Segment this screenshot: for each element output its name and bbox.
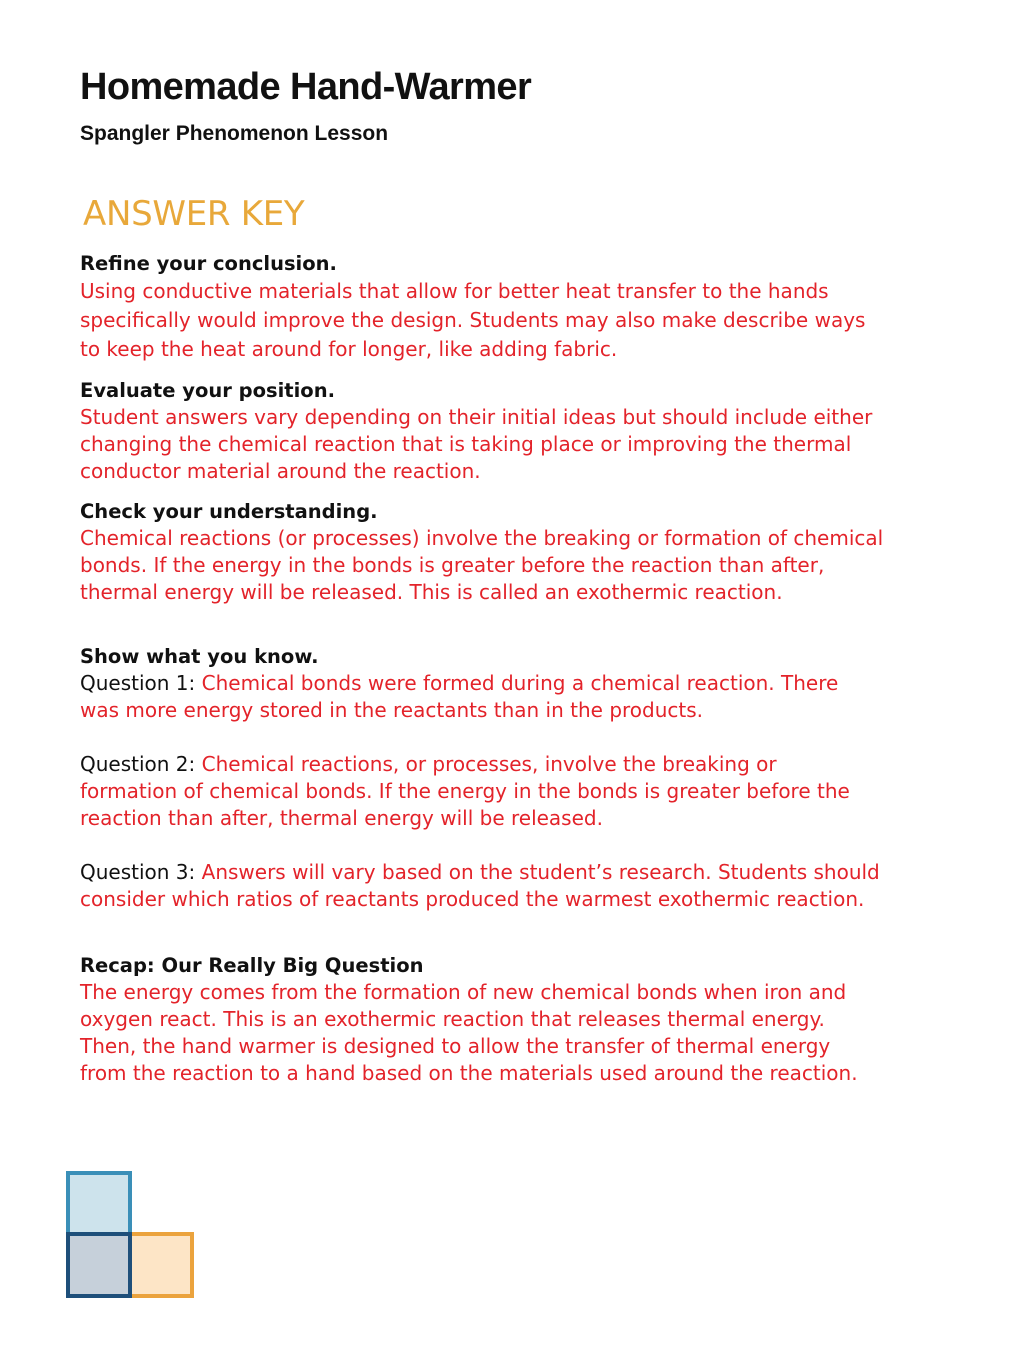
answer-line: thermal energy will be released. This is called an exothermic reaction. [80, 580, 783, 604]
answer-line: consider which ratios of reactants produced the warmest exothermic reaction. [80, 887, 865, 911]
answer-line: oxygen react. This is an exothermic reaction that releases thermal energy. [80, 1007, 825, 1031]
answer-line: Chemical bonds were formed during a chemical reaction. There [201, 671, 839, 695]
section-evaluate-position [80, 377, 960, 485]
answer-key-label: ANSWER KEY [83, 194, 305, 234]
answer-line: Using conductive materials that allow for better heat transfer to the hands [80, 279, 829, 303]
answer-line: from the reaction to a hand based on the materials used around the reaction. [80, 1061, 858, 1085]
answer-line: conductor material around the reaction. [80, 459, 481, 483]
answer-line: The energy comes from the formation of new chemical bonds when iron and [80, 980, 847, 1004]
logo-square-top [66, 1171, 132, 1237]
answer-line: changing the chemical reaction that is taking place or improving the thermal [80, 432, 852, 456]
section-heading: Recap: Our Really Big Question [80, 954, 424, 977]
question-label: Question 3: [80, 860, 196, 884]
section-recap [80, 952, 960, 1087]
answer-line: formation of chemical bonds. If the energy in the bonds is greater before the [80, 779, 850, 803]
question-2 [80, 751, 960, 832]
answer-text [80, 404, 960, 485]
answer-text [80, 277, 960, 364]
answer-line: bonds. If the energy in the bonds is greater before the reaction than after, [80, 553, 825, 577]
logo-square-right [128, 1232, 194, 1298]
document-subtitle: Spangler Phenomenon Lesson [80, 122, 389, 145]
spangler-logo [66, 1171, 196, 1301]
question-label: Question 1: [80, 671, 196, 695]
section-heading: Show what you know. [80, 645, 319, 668]
question-1 [80, 670, 960, 724]
section-show-what-you-know [80, 643, 960, 913]
answer-line: specifically would improve the design. Students may also make describe ways [80, 308, 866, 332]
section-heading: Check your understanding. [80, 500, 378, 523]
answer-text [80, 979, 960, 1087]
answer-text [80, 525, 960, 606]
question-label: Question 2: [80, 752, 196, 776]
answer-line: was more energy stored in the reactants than in the products. [80, 698, 704, 722]
answer-line: Answers will vary based on the student’s research. Students should [201, 860, 880, 884]
answer-line: reaction than after, thermal energy will be released. [80, 806, 603, 830]
question-3 [80, 859, 960, 913]
logo-square-bottom-left [66, 1232, 132, 1298]
section-heading: Refine your conclusion. [80, 252, 337, 275]
document-title: Homemade Hand-Warmer [80, 66, 532, 108]
answer-line: Student answers vary depending on their initial ideas but should include either [80, 405, 873, 429]
answer-line: Then, the hand warmer is designed to allow the transfer of thermal energy [80, 1034, 831, 1058]
section-heading: Evaluate your position. [80, 379, 335, 402]
answer-line: to keep the heat around for longer, like adding fabric. [80, 337, 618, 361]
section-check-understanding [80, 498, 960, 606]
answer-line: Chemical reactions, or processes, involve the breaking or [201, 752, 777, 776]
section-refine-conclusion [80, 250, 960, 364]
answer-line: Chemical reactions (or processes) involve the breaking or formation of chemical [80, 526, 884, 550]
